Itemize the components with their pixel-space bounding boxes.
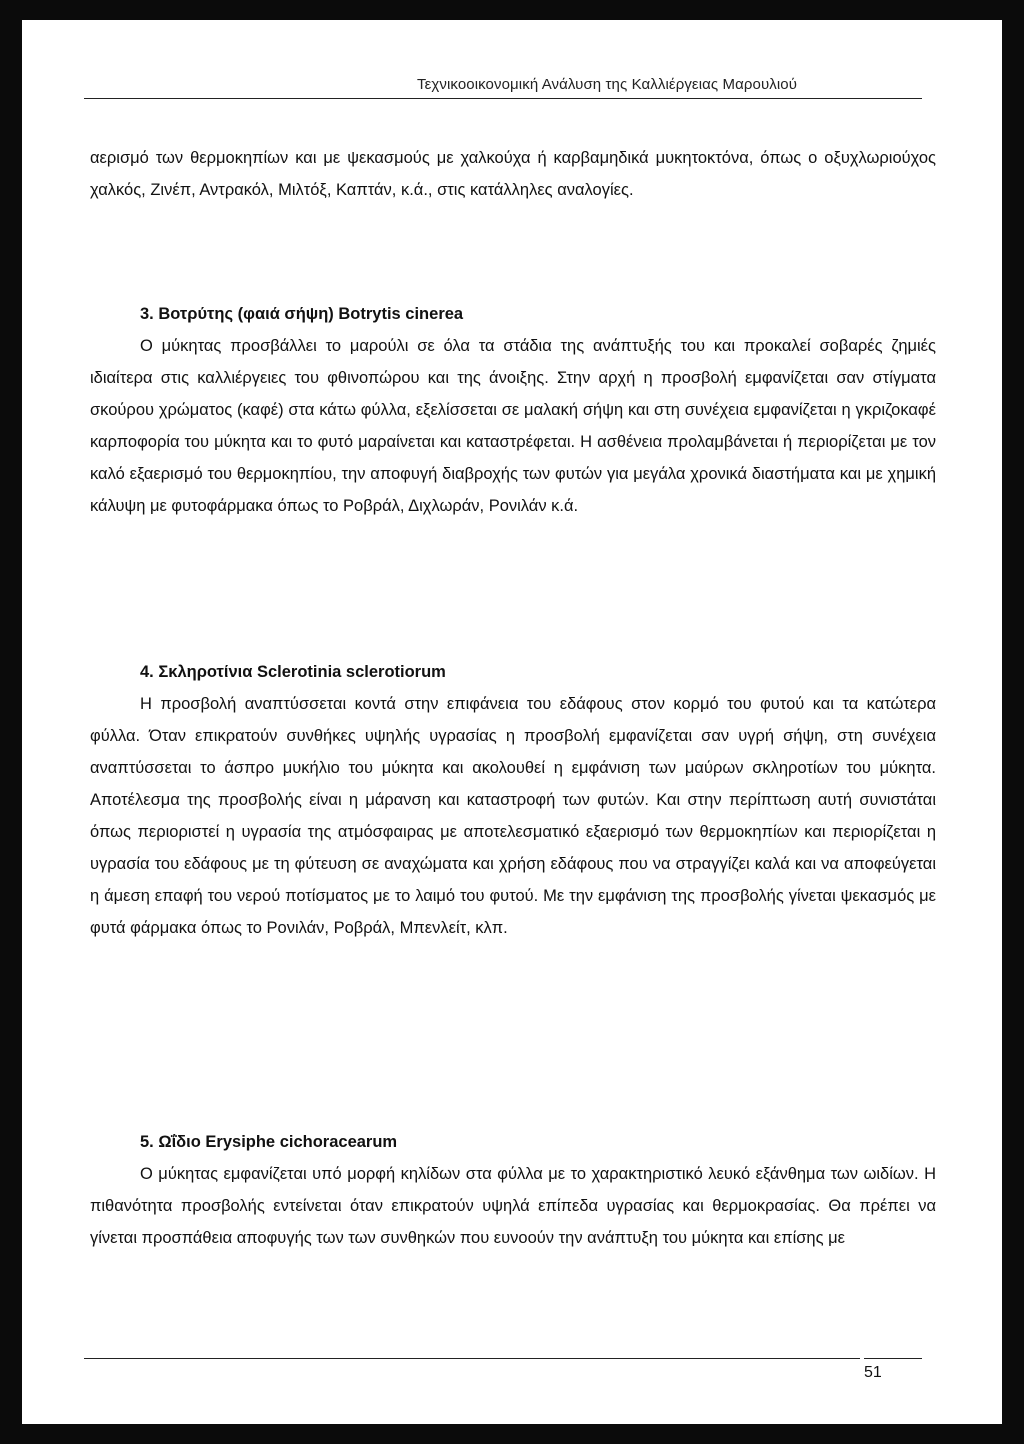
section-lead: Η προσβολή αναπτύσσεται κοντά στην επιφάνεια του εδάφους στον κορμό του	[140, 695, 752, 713]
section-rest: προκαλεί σοβαρές ζημιές ιδιαίτερα στις καλλιέργειες του φθινοπώρου και της άνοιξης. Στην αρχή η προσβολή εμφανίζεται σαν στίγματα σκούρου χρώματος (καφέ) στα κάτω φύλλα, εξελίσσεται σε μαλακή σήψη και στη συνέχεια εμφανίζεται η γκριζοκαφέ καρποφορία του μύκητα και το φυτό μαραίνεται και καταστρέφεται. Η ασθένεια προλαμβάνεται ή περιορίζεται με τον καλό εξαερισμό του θερμοκηπίου, την αποφυγή διαβροχής των φυτών για μεγάλα χρονικά διαστήματα και με χημική κάλυψη με φυτοφάρμακα όπως το Ροβράλ, Διχλωράν, Ρονιλάν κ.ά.	[90, 337, 936, 515]
section-heading: 4. Σκληροτίνια Sclerotinia sclerotiorum	[140, 663, 446, 681]
document-page	[22, 20, 1002, 1424]
section-heading: 3. Βοτρύτης (φαιά σήψη) Botrytis cinerea	[140, 305, 464, 323]
section-sclerotinia	[90, 656, 936, 944]
section-erysiphe	[90, 1126, 936, 1254]
section-lead: Ο μύκητας προσβάλλει το μαρούλι σε όλα τα στάδια της ανάπτυξής του και	[140, 337, 736, 355]
footer-page-divider	[864, 1358, 922, 1359]
page-number: 51	[864, 1364, 882, 1381]
intro-text: αερισμό των θερμοκηπίων και με ψεκασμούς με χαλκούχα ή καρβαμηδικά μυκητοκτόνα, όπως ο οξυχλωριούχος χαλκός, Ζινέπ, Αντρακόλ, Μιλτόξ, Καπτάν, κ.ά., στις κατάλληλες αναλογίες.	[90, 149, 936, 199]
footer-divider	[84, 1358, 860, 1359]
section-body	[90, 688, 936, 944]
section-rest: φυτού και τα κατώτερα φύλλα. Όταν επικρατούν συνθήκες υψηλής υγρασίας η προσβολή εμφανίζεται σαν υγρή σήψη, στη συνέχεια αναπτύσσεται το άσπρο μυκήλιο του μύκητα και ακολουθεί η εμφάνιση των μαύρων σκληροτίων του μύκητα. Αποτέλεσμα της προσβολής είναι η μάρανση και καταστροφή των φυτών. Και στην περίπτωση αυτή συνιστάται όπως περιοριστεί η υγρασία της ατμόσφαιρας με αποτελεσματικό εξαερισμό των θερμοκηπίων και περιορίζεται η υγρασία του εδάφους με τη φύτευση σε αναχώματα και χρήση εδάφους που να στραγγίζει καλά και να αποφεύγεται η άμεση επαφή του νερού ποτίσματος με το λαιμό του φυτού. Με την εμφάνιση της προσβολής γίνεται ψεκασμός με φυτά φάρμακα όπως το Ρονιλάν, Ροβράλ, Μπενλείτ, κλπ.	[90, 695, 936, 937]
section-lead: Ο μύκητας εμφανίζεται υπό μορφή κηλίδων στα φύλλα με το χαρακτηριστικό	[140, 1165, 703, 1183]
running-header: Τεχνικοοικονομική Ανάλυση της Καλλιέργειας Μαρουλιού	[417, 76, 798, 93]
intro-paragraph	[90, 142, 936, 206]
section-botrytis	[90, 298, 936, 522]
section-body	[90, 1158, 936, 1254]
section-body	[90, 330, 936, 522]
section-rest: λευκό εξάνθημα των ωιδίων. Η πιθανότητα προσβολής εντείνεται όταν επικρατούν υψηλά επίπεδα υγρασίας και θερμοκρασίας. Θα πρέπει να γίνεται προσπάθεια αποφυγής των των συνθηκών που ευνοούν την ανάπτυξη του μύκητα και επίσης με	[90, 1165, 936, 1247]
header-divider	[84, 98, 922, 99]
section-heading: 5. Ωΐδιο Erysiphe cichoracearum	[140, 1133, 398, 1151]
